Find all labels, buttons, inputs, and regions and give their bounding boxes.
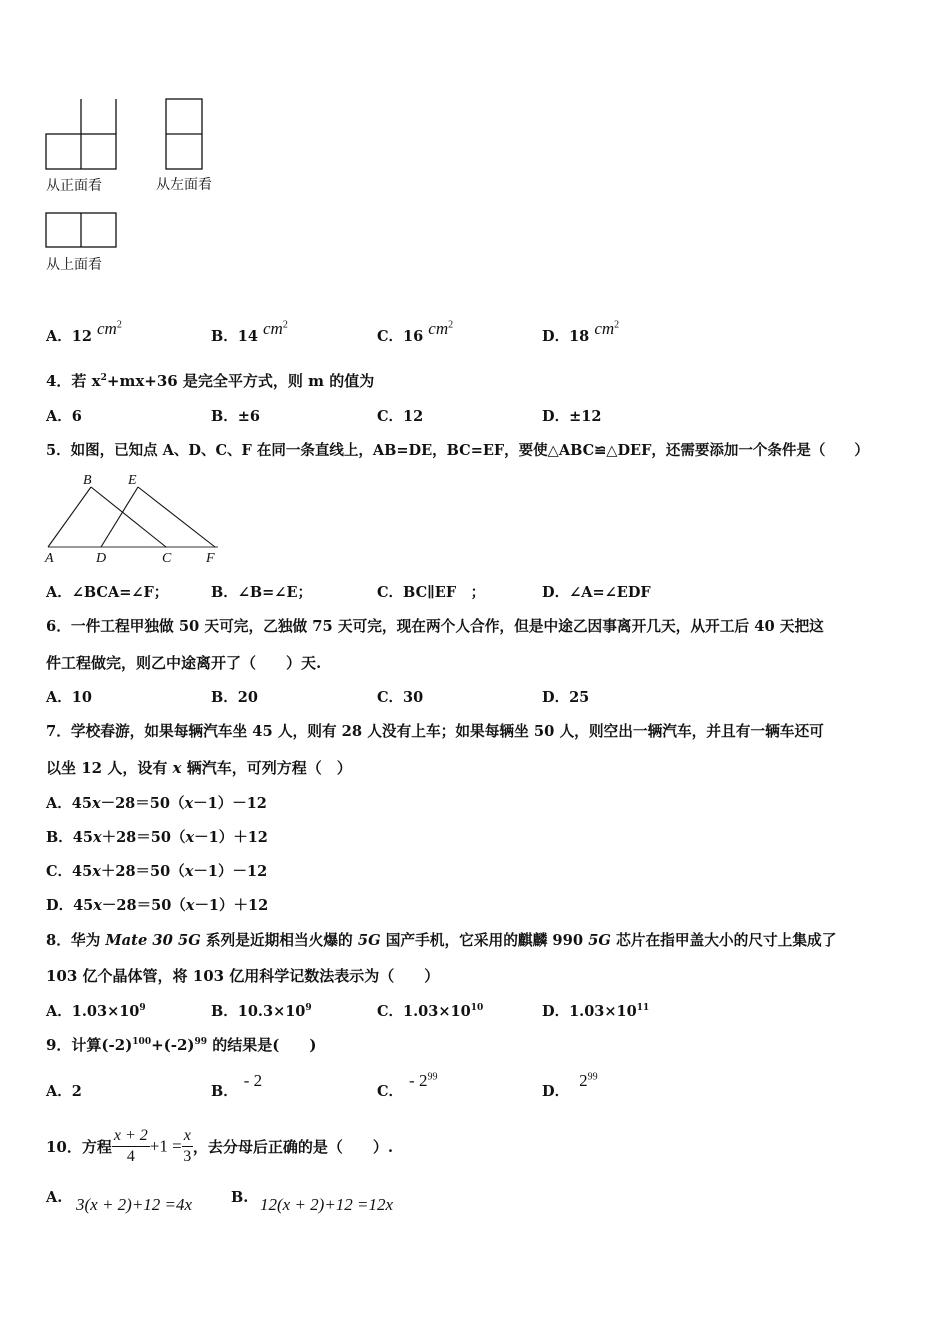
q4-stem: 4．若 $x^2+mx+36$ 是完全平方式，则 m 的值为 xyxy=(46,372,375,390)
top-view-caption: 从上面看 xyxy=(46,257,102,273)
label-a: A xyxy=(45,551,54,566)
q7-stem-line1: 7．学校春游，如果每辆汽车坐 45 人，则有 28 人没有上车；如果每辆坐 50 人，则空出一辆汽车，并且有一辆车还可 xyxy=(46,723,824,740)
q7-option-c[interactable]: C．45x＋28＝50（x－1）－12 xyxy=(46,863,268,880)
q7-stem-line2: 以坐 12 人，设有 x 辆汽车，可列方程（ ） xyxy=(46,759,352,777)
q10-option-a-letter[interactable]: A. xyxy=(46,1189,63,1206)
q6-option-b[interactable]: B．20 xyxy=(211,689,258,706)
q3-option-c[interactable]: C．16 $cm^2$ xyxy=(377,319,454,345)
q8-option-c[interactable]: C．$1.03\times 10^{10}$ xyxy=(377,1003,484,1020)
label-e: E xyxy=(128,473,137,488)
left-view-drawing xyxy=(166,99,202,169)
q8-stem-line1: 8．华为 Mate 30 5G 系列是近期相当火爆的 5G 国产手机，它采用的麒麟 990 5G 芯片在指甲盖大小的尺寸上集成了 xyxy=(46,932,837,949)
q6-option-c[interactable]: C．30 xyxy=(377,689,424,706)
q4-option-d[interactable]: D．±12 xyxy=(542,408,602,425)
q3-option-b[interactable]: B．14 $cm^2$ xyxy=(211,319,288,345)
q6-stem-line2: 件工程做完，则乙中途离开了（ ）天. xyxy=(46,654,322,672)
q10-fraction-1: $\frac{x + 2}{4}$ xyxy=(113,1127,148,1165)
label-d: D xyxy=(96,551,107,566)
q6-option-a[interactable]: A．10 xyxy=(46,689,92,706)
q8-stem-line2: 103 亿个晶体管，将 103 亿用科学记数法表示为（ ） xyxy=(46,967,440,985)
label-c: C xyxy=(162,551,172,566)
q3-option-a[interactable]: A．12 $cm^2$ xyxy=(46,319,122,345)
q9-stem: 9．计算$(-2)^{100}+(-2)^{99}$ 的结果是( ) xyxy=(46,1036,317,1054)
q7-option-a[interactable]: A．45x－28＝50（x－1）－12 xyxy=(46,795,267,812)
q8-option-b[interactable]: B．$10.3\times 10^9$ xyxy=(211,1003,312,1020)
q5-option-b[interactable]: B．∠B=∠E； xyxy=(211,584,313,601)
label-f: F xyxy=(206,551,215,566)
three-view-figure xyxy=(0,0,260,290)
label-b: B xyxy=(83,473,92,488)
q5-triangle-figure xyxy=(40,470,230,570)
q5-option-d[interactable]: D．∠A=∠EDF xyxy=(542,584,651,601)
q4-option-c[interactable]: C．12 xyxy=(377,408,424,425)
q9-option-c[interactable]: C．- $2^{99}$ xyxy=(377,1071,438,1100)
q10-fraction-2: $\frac{x}{3}$ xyxy=(183,1127,192,1165)
q7-option-b[interactable]: B．45x＋28＝50（x－1）＋12 xyxy=(46,829,268,846)
q6-option-d[interactable]: D．25 xyxy=(542,689,590,706)
q4-option-b[interactable]: B．±6 xyxy=(211,408,260,425)
q9-option-a[interactable]: A．2 xyxy=(46,1083,82,1100)
q7-option-d[interactable]: D．45x－28＝50（x－1）＋12 xyxy=(46,897,269,914)
q5-stem: 5．如图，已知点 A、D、C、F 在同一条直线上，AB=DE，BC=EF，要使△ABC≌△DEF，还需要添加一个条件是（ ） xyxy=(46,442,869,459)
q9-option-d[interactable]: D．$2^{99}$ xyxy=(542,1071,598,1100)
q10-stem: 10．方程 $\frac{x + 2}{4}$ +1 = $\frac{x}{3}$ ，去分母后正确的是（ ）. xyxy=(46,1127,394,1165)
q5-option-a[interactable]: A．∠BCA=∠F； xyxy=(46,584,169,601)
q9-option-b[interactable]: B．- 2 xyxy=(211,1071,263,1100)
q10-option-a-expr[interactable]: 3(x + 2)+12 =4x xyxy=(76,1195,193,1214)
q10-option-b-expr[interactable]: 12(x + 2)+12 =12x xyxy=(260,1195,394,1214)
q8-option-d[interactable]: D．$1.03\times 10^{11}$ xyxy=(542,1003,650,1020)
front-view-drawing xyxy=(46,99,116,169)
q10-option-b-letter[interactable]: B. xyxy=(231,1189,249,1206)
q5-option-c[interactable]: C．BC∥EF ； xyxy=(377,584,486,601)
q6-stem-line1: 6．一件工程甲独做 50 天可完，乙独做 75 天可完，现在两个人合作，但是中途乙因事离开几天，从开工后 40 天把这 xyxy=(46,618,824,635)
left-view-caption: 从左面看 xyxy=(156,177,212,193)
q4-option-a[interactable]: A．6 xyxy=(46,408,82,425)
front-view-caption: 从正面看 xyxy=(46,178,102,194)
q3-option-d[interactable]: D．18 $cm^2$ xyxy=(542,319,620,345)
top-view-drawing xyxy=(46,213,116,247)
q8-option-a[interactable]: A．$1.03\times 10^9$ xyxy=(46,1003,146,1020)
